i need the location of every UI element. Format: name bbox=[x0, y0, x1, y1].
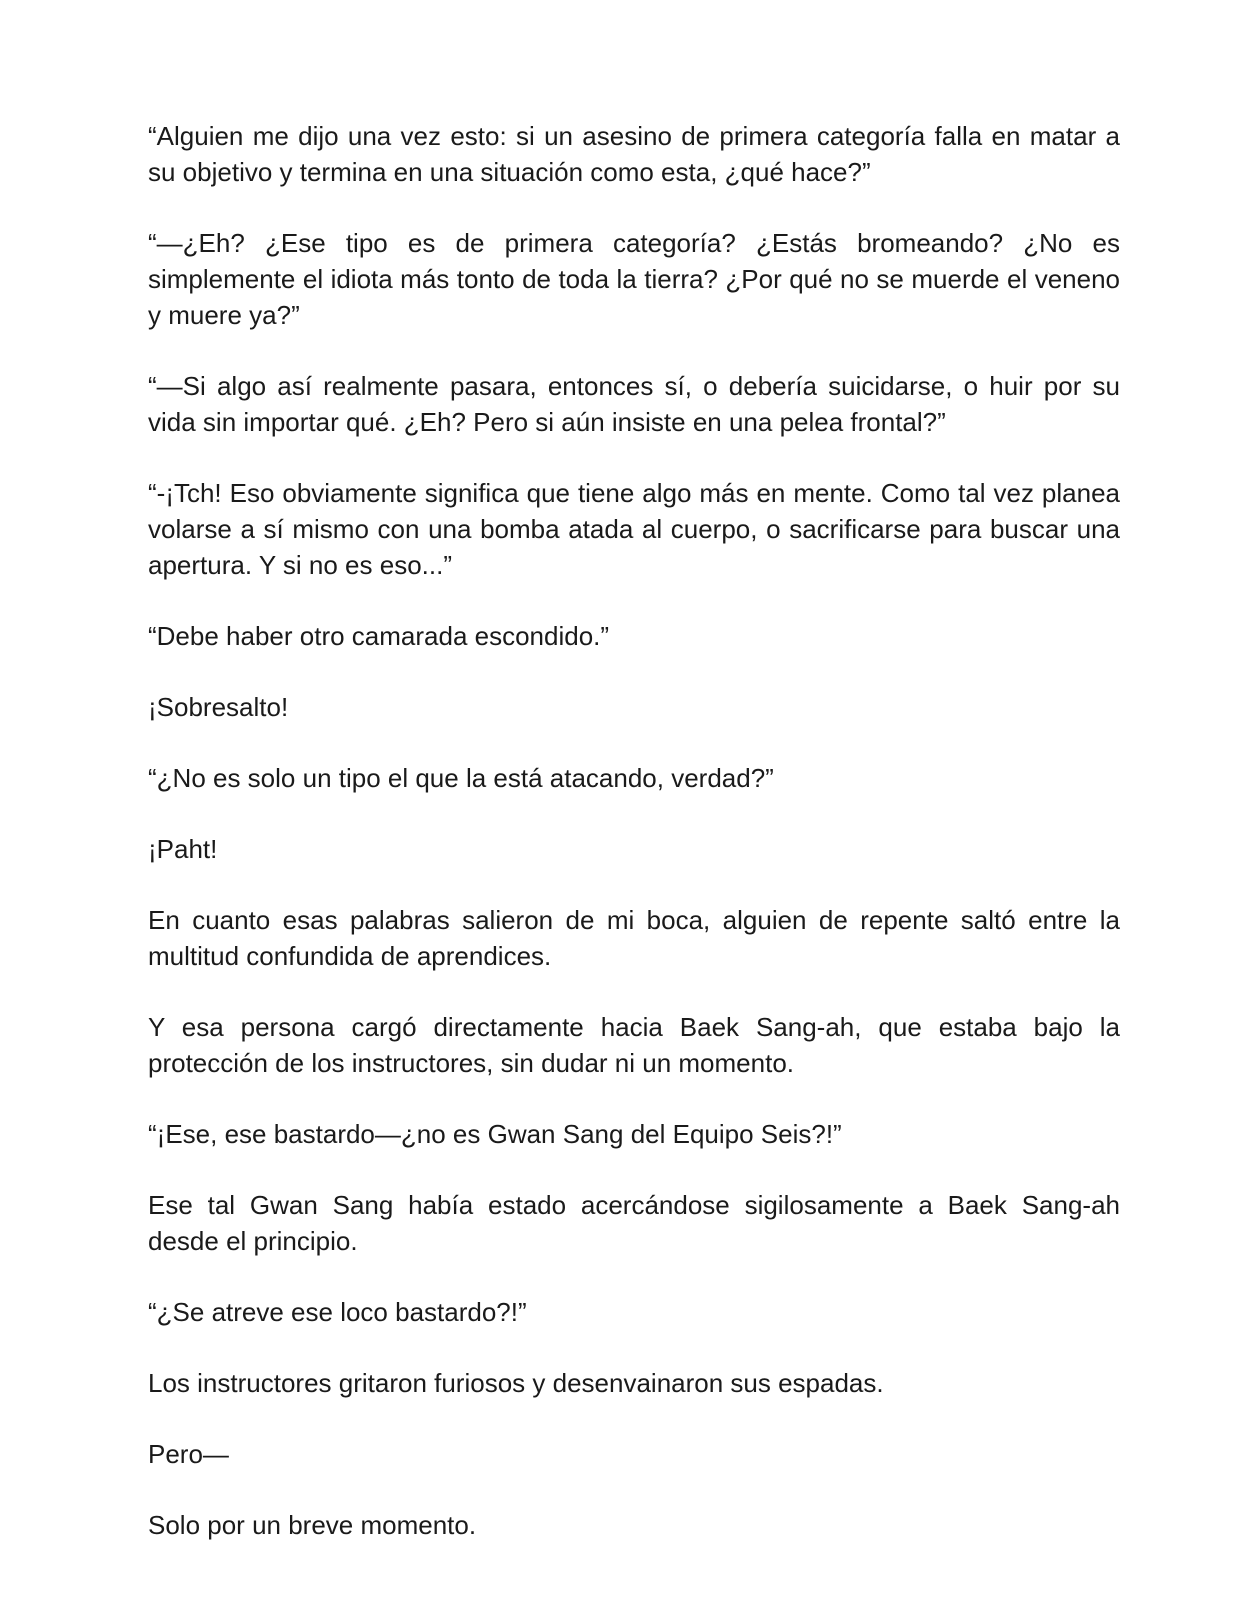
paragraph: ¡Sobresalto! bbox=[148, 692, 289, 722]
paragraph: “—Si algo así realmente pasara, entonces sí, o debería suicidarse, o huir por su vida sin importar qué. ¿Eh? Pero si aún insiste en una pelea frontal?” bbox=[148, 371, 1120, 437]
paragraph: En cuanto esas palabras salieron de mi boca, alguien de repente saltó entre la multitud confundida de aprendices. bbox=[148, 905, 1120, 971]
paragraph: ¡Paht! bbox=[148, 834, 218, 864]
paragraph: “¿Se atreve ese loco bastardo?!” bbox=[148, 1297, 527, 1327]
paragraph: “Alguien me dijo una vez esto: si un asesino de primera categoría falla en matar a su objetivo y termina en una situación como esta, ¿qué hace?” bbox=[148, 121, 1120, 187]
paragraph: Los instructores gritaron furiosos y desenvainaron sus espadas. bbox=[148, 1368, 884, 1398]
paragraph: Y esa persona cargó directamente hacia Baek Sang-ah, que estaba bajo la protección de los instructores, sin dudar ni un momento. bbox=[148, 1012, 1120, 1078]
document-page bbox=[148, 118, 1120, 1543]
paragraph: “¡Ese, ese bastardo—¿no es Gwan Sang del Equipo Seis?!” bbox=[148, 1119, 842, 1149]
paragraph: Solo por un breve momento. bbox=[148, 1510, 477, 1540]
paragraph: “Debe haber otro camarada escondido.” bbox=[148, 621, 610, 651]
paragraph: “-¡Tch! Eso obviamente significa que tiene algo más en mente. Como tal vez planea volarse a sí mismo con una bomba atada al cuerpo, o sacrificarse para buscar una apertura. Y si no es eso...” bbox=[148, 478, 1120, 580]
paragraph: “¿No es solo un tipo el que la está atacando, verdad?” bbox=[148, 763, 774, 793]
paragraph: Pero— bbox=[148, 1439, 229, 1469]
paragraph: Ese tal Gwan Sang había estado acercándose sigilosamente a Baek Sang-ah desde el principio. bbox=[148, 1190, 1120, 1256]
paragraph: “—¿Eh? ¿Ese tipo es de primera categoría? ¿Estás bromeando? ¿No es simplemente el idiota más tonto de toda la tierra? ¿Por qué no se muerde el veneno y muere ya?” bbox=[148, 228, 1120, 330]
